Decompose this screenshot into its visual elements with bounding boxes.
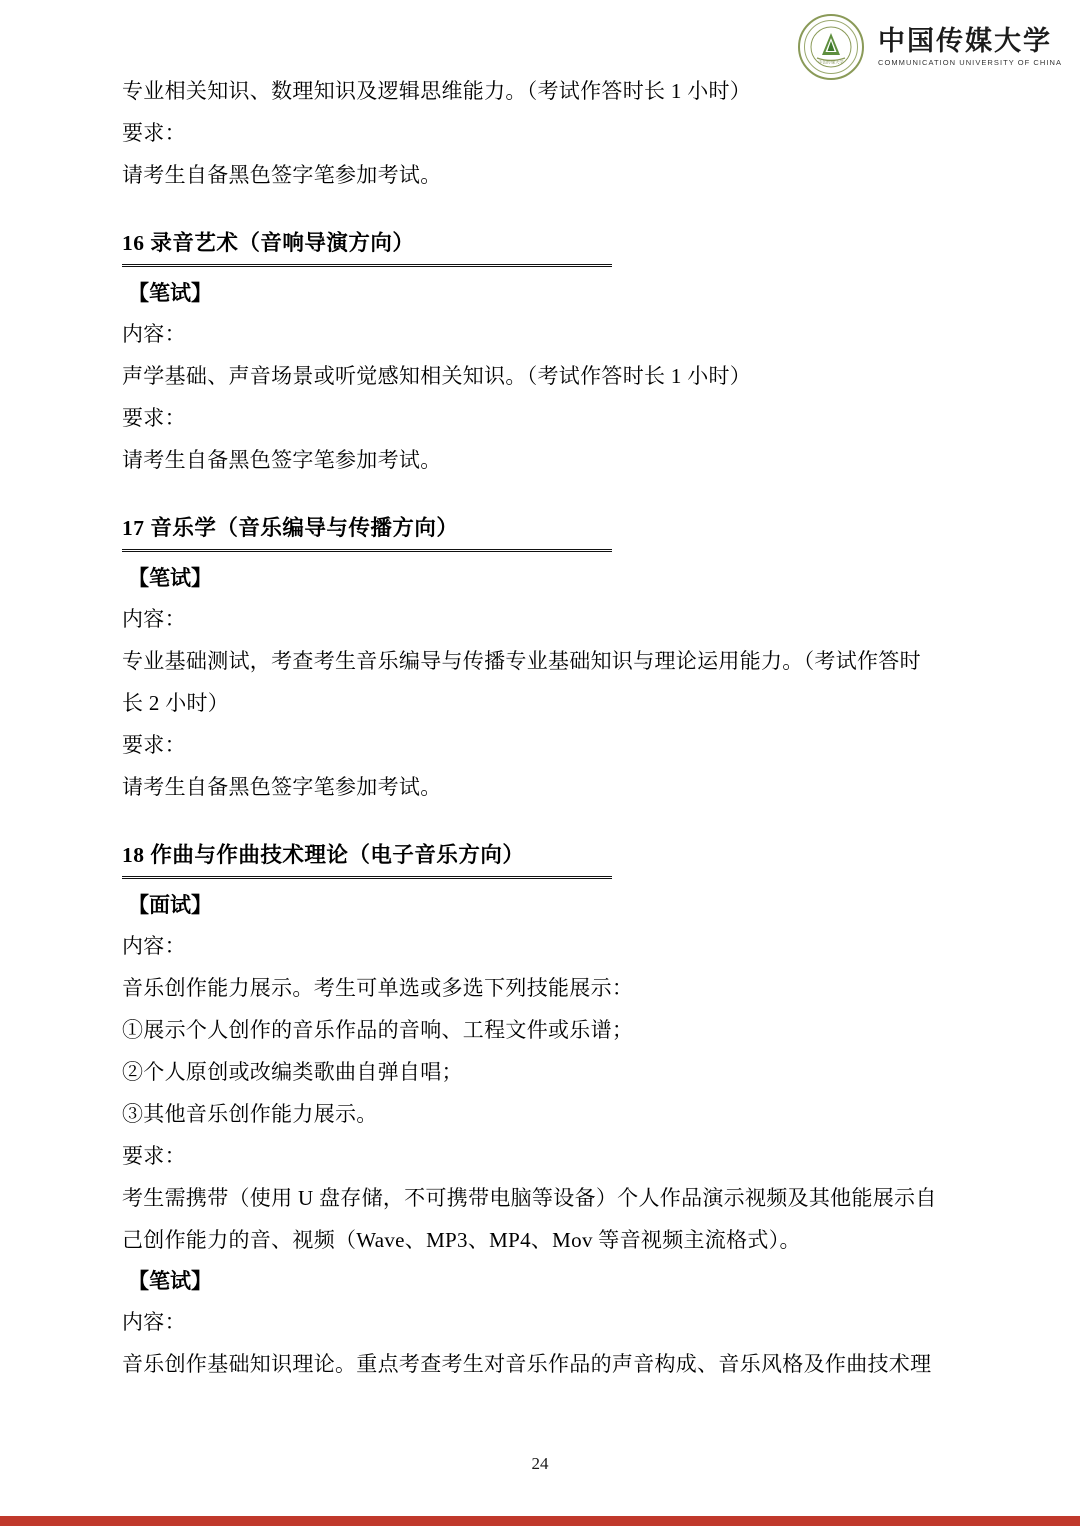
section-18-block-10: 内容：: [122, 1310, 186, 1334]
section-18-block-2: 音乐创作能力展示。考生可单选或多选下列技能展示：: [122, 976, 634, 1000]
section-16-block-2: 声学基础、声音场景或听觉感知相关知识。（考试作答时长 1 小时）: [122, 364, 752, 388]
section-18-block-6: 要求：: [122, 1144, 186, 1168]
section-18-block-5: ③其他音乐创作能力展示。: [122, 1102, 378, 1126]
section-16-heading: 16 录音艺术（音响导演方向）: [122, 226, 612, 267]
section-17-heading: 17 音乐学（音乐编导与传播方向）: [122, 511, 612, 552]
section-18-block-7: 考生需携带（使用 U 盘存储，不可携带电脑等设备）个人作品演示视频及其他能展示自: [122, 1186, 937, 1210]
top-paragraph-3: 请考生自备黑色签字笔参加考试。: [122, 163, 442, 187]
section-17-block-1: 内容：: [122, 607, 186, 631]
section-17-block-3: 长 2 小时）: [122, 691, 230, 715]
section-18-block-1: 内容：: [122, 934, 186, 958]
section-17: [122, 511, 962, 808]
section-17-block-2: 专业基础测试，考查考生音乐编导与传播专业基础知识与理论运用能力。（考试作答时: [122, 649, 921, 673]
university-name-en: COMMUNICATION UNIVERSITY OF CHINA: [878, 57, 1062, 67]
page-number: 24: [531, 1454, 549, 1473]
svg-text:中国传媒大学: 中国传媒大学: [818, 59, 844, 65]
section-18-block-9: 【笔试】: [128, 1269, 212, 1293]
section-17-block-4: 要求：: [122, 733, 186, 757]
section-16-block-0: 【笔试】: [128, 281, 212, 305]
section-16-block-1: 内容：: [122, 322, 186, 346]
section-17-block-0: 【笔试】: [128, 566, 212, 590]
document-body: [122, 70, 962, 1385]
section-18-block-8: 己创作能力的音、视频（Wave、MP3、MP4、Mov 等音视频主流格式）。: [122, 1228, 801, 1252]
section-gap: [122, 196, 962, 226]
section-17-block-5: 请考生自备黑色签字笔参加考试。: [122, 775, 442, 799]
footer-bar-divider: [0, 1513, 1080, 1516]
section-16-block-3: 要求：: [122, 406, 186, 430]
section-18-block-4: ②个人原创或改编类歌曲自弹自唱；: [122, 1060, 463, 1084]
section-18-heading: 18 作曲与作曲技术理论（电子音乐方向）: [122, 838, 612, 879]
university-name-block: [878, 27, 1062, 66]
section-18-block-3: ①展示个人创作的音乐作品的音响、工程文件或乐谱；: [122, 1018, 634, 1042]
top-paragraph-2: 要求：: [122, 121, 186, 145]
section-18: [122, 838, 962, 1385]
section-gap: [122, 808, 962, 838]
section-16: [122, 226, 962, 481]
section-16-block-4: 请考生自备黑色签字笔参加考试。: [122, 448, 442, 472]
top-paragraph-1: 专业相关知识、数理知识及逻辑思维能力。（考试作答时长 1 小时）: [122, 79, 752, 103]
footer-bar: [0, 1516, 1080, 1526]
university-name-cn: 中国传媒大学: [878, 26, 1053, 57]
section-gap: [122, 481, 962, 511]
section-18-block-0: 【面试】: [128, 893, 212, 917]
section-18-block-11: 音乐创作基础知识理论。重点考查考生对音乐作品的声音构成、音乐风格及作曲技术理: [122, 1352, 932, 1376]
